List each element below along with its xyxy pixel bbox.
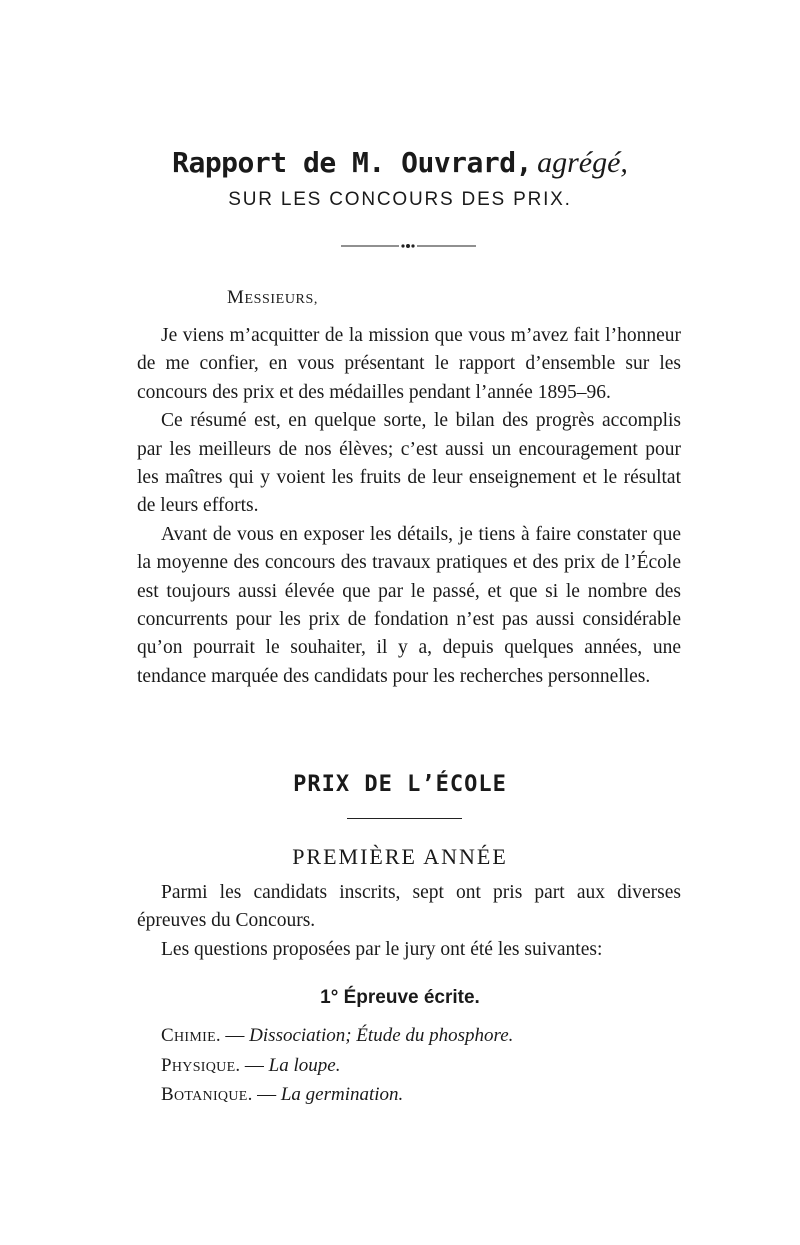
subject-separator: . — <box>215 1025 250 1046</box>
salutation-first-letter: M <box>227 287 245 308</box>
section-body <box>137 879 681 964</box>
subject-first-letter: P <box>161 1054 172 1076</box>
intro-paragraph-3: Avant de vous en exposer les détails, je tiens à faire constater que la moyenne des concours des travaux pratiques et des prix de l’École est toujours aussi élevée que par le passé, et que si le nombre des concurrents pour les prix de fondation n’est pas aussi considérable qu’on pourrait le souhaiter, il y a, depuis quelques années, une tendance marquée des candidats pour les recherches personnelles. <box>137 523 681 687</box>
subject-topic: Dissociation; Étude du phosphore. <box>249 1025 514 1046</box>
subject-name: HIMIE <box>173 1030 216 1045</box>
salutation-rest: ESSIEURS, <box>244 292 318 307</box>
epreuve-title: 1° Épreuve écrite. <box>320 987 480 1008</box>
ornament-divider <box>341 243 476 249</box>
section-rule <box>347 818 462 819</box>
intro-paragraph-1: Je viens m’acquitter de la mission que vous m’avez fait l’honneur de me confier, en vous présentant le rapport d’ensemble sur les concours des prix et des médailles pendant l’année 1895–96. <box>137 325 681 403</box>
subject-row-chimie <box>161 1022 513 1052</box>
subsection-title: PREMIÈRE ANNÉE <box>292 844 508 869</box>
subject-first-letter: B <box>161 1084 174 1105</box>
subject-separator: . — <box>247 1084 281 1105</box>
report-title-name: Rapport de M. Ouvrard, <box>172 146 532 179</box>
report-title <box>0 146 800 180</box>
intro-body <box>137 322 681 691</box>
report-title-role: agrégé, <box>537 146 628 179</box>
section-paragraph-1: Parmi les candidats inscrits, sept ont pris part aux diverses épreuves du Concours. <box>137 882 681 932</box>
subject-list <box>161 1022 513 1111</box>
subject-name: OTANIQUE <box>173 1089 248 1104</box>
salutation <box>227 287 318 309</box>
section-title: PRIX DE L’ÉCOLE <box>293 772 507 797</box>
section-paragraph-2: Les questions proposées par le jury ont été les suivantes: <box>161 938 603 960</box>
subject-row-physique <box>161 1052 513 1082</box>
subject-first-letter: C <box>161 1025 174 1046</box>
subject-topic: La loupe. <box>268 1054 341 1076</box>
subject-name: HYSIQUE <box>171 1059 236 1075</box>
report-subtitle: SUR LES CONCOURS DES PRIX. <box>228 189 572 210</box>
subject-row-botanique <box>161 1081 513 1111</box>
subject-separator: . — <box>235 1054 269 1076</box>
intro-paragraph-2: Ce résumé est, en quelque sorte, le bilan des progrès accomplis par les meilleurs de nos élèves; c’est aussi un encouragement pour les maîtres qui y voient les fruits de leur enseignement et le résultat de leurs efforts. <box>137 410 681 517</box>
subject-topic: La germination. <box>280 1084 404 1105</box>
